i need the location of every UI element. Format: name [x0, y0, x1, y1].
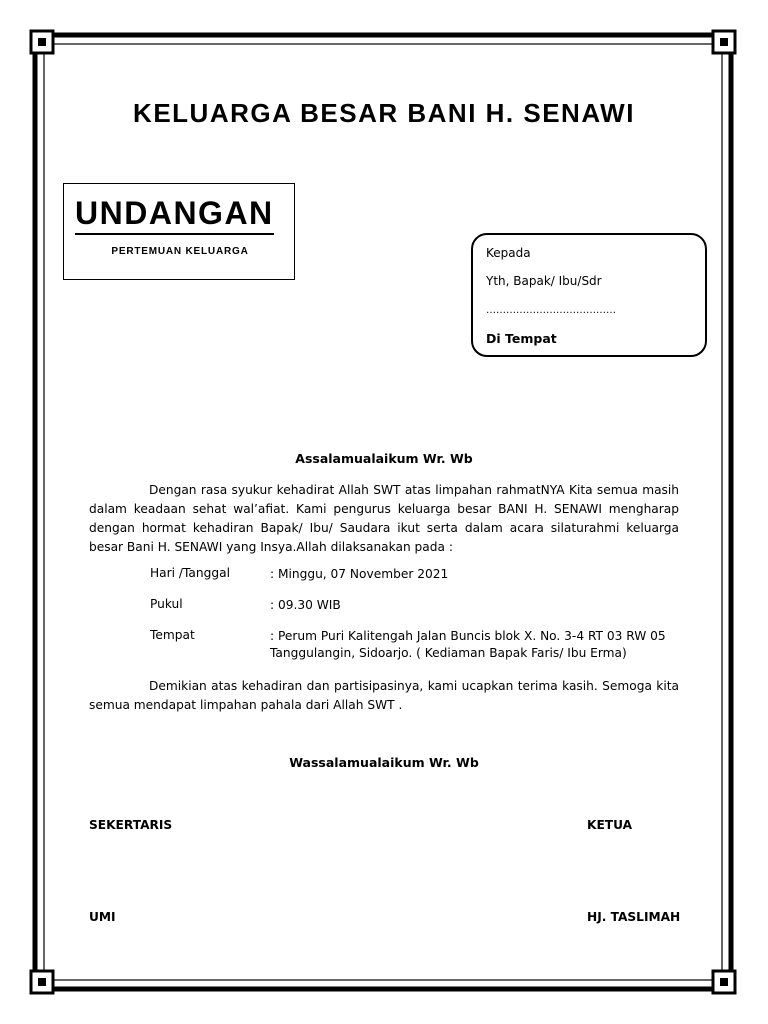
detail-value-time: : 09.30 WIB	[270, 598, 341, 612]
detail-label-date: Hari /Tanggal	[150, 566, 230, 580]
recipient-salutation: Yth, Bapak/ Ibu/Sdr	[486, 274, 602, 288]
opening-text: Dengan rasa syukur kehadirat Allah SWT atas limpahan rahmatNYA Kita semua masih dalam keadaan sehat wal’afiat. Kami pengurus keluarga besar BANI H. SENAWI mengharap dengan hormat kehadiran Bapak/ Ibu/ Saudara ikut serta dalam acara silaturahmi keluarga besar Bani H. SENAWI yang Insya.Allah dilaksanakan pada :	[89, 483, 679, 554]
closing-text: Demikian atas kehadiran dan partisipasinya, kami ucapkan terima kasih. Semoga kita semua mendapat limpahan pahala dari Allah SWT .	[89, 679, 679, 712]
invitation-subheading: PERTEMUAN KELUARGA	[111, 246, 249, 257]
invitation-heading: UNDANGAN	[75, 193, 274, 235]
recipient-box	[471, 233, 707, 357]
chair-name: HJ. TASLIMAH	[587, 910, 681, 924]
closing-paragraph	[89, 677, 679, 715]
greeting: Assalamualaikum Wr. Wb	[295, 451, 473, 466]
secretary-title: SEKERTARIS	[89, 818, 173, 832]
detail-value-place: : Perum Puri Kalitengah Jalan Buncis blok X. No. 3-4 RT 03 RW 05 Tanggulangin, Sidoarjo. ( Kediaman Bapak Faris/ Ibu Erma)	[270, 629, 666, 660]
detail-label-place: Tempat	[150, 628, 195, 642]
opening-paragraph	[89, 481, 679, 557]
secretary-name: UMI	[89, 910, 116, 924]
recipient-blank-line: …………………………………	[486, 305, 616, 316]
detail-label-time: Pukul	[150, 597, 183, 611]
detail-value-date: : Minggu, 07 November 2021	[270, 567, 449, 581]
farewell: Wassalamualaikum Wr. Wb	[289, 755, 479, 770]
chair-title: KETUA	[587, 818, 633, 832]
recipient-place: Di Tempat	[486, 331, 557, 346]
family-title: KELUARGA BESAR BANI H. SENAWI	[133, 98, 635, 128]
invitation-box	[63, 183, 295, 280]
recipient-to: Kepada	[486, 246, 531, 260]
